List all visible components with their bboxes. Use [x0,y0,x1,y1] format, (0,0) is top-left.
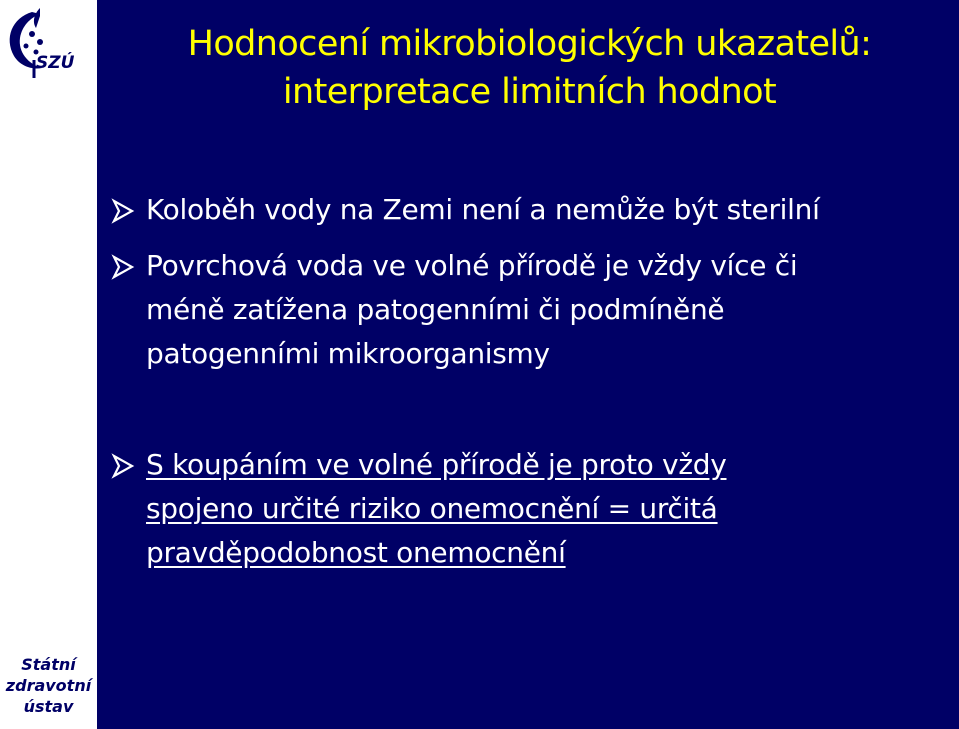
arrow-bullet-icon [110,254,136,280]
bullet-text [146,188,955,232]
sidebar [0,0,97,729]
title-line-2: interpretace limitních hodnot [282,72,777,112]
bullet-line: patogenními mikroorganismy [146,337,550,370]
logo-text: SZÚ [36,53,75,73]
bullet-line: S koupáním ve volné přírodě je proto vždy [146,448,727,481]
bullet-text [146,244,955,376]
bullet-line: spojeno určité riziko onemocnění = určitá [146,492,718,525]
org-name-line: ústav [23,697,74,716]
bullet-line: pravděpodobnost onemocnění [146,536,566,569]
bullet-text-underlined [146,443,955,575]
org-name-line: Státní [21,655,76,674]
title-line-1: Hodnocení mikrobiologických ukazatelů: [187,24,872,64]
bullet-item [110,244,955,376]
bullet-line: Povrchová voda ve volné přírodě je vždy více či [146,249,798,282]
slide-title [100,20,959,116]
arrow-bullet-icon [110,198,136,224]
arrow-bullet-icon [110,453,136,479]
bullet-item [110,443,955,575]
org-name-line: zdravotní [5,676,92,695]
bullet-line: Koloběh vody na Zemi není a nemůže být sterilní [146,193,820,226]
bullet-line: méně zatížena patogenními či podmíněně [146,293,725,326]
organization-name [0,654,97,717]
szu-logo [2,4,92,84]
bullet-item [110,188,955,232]
